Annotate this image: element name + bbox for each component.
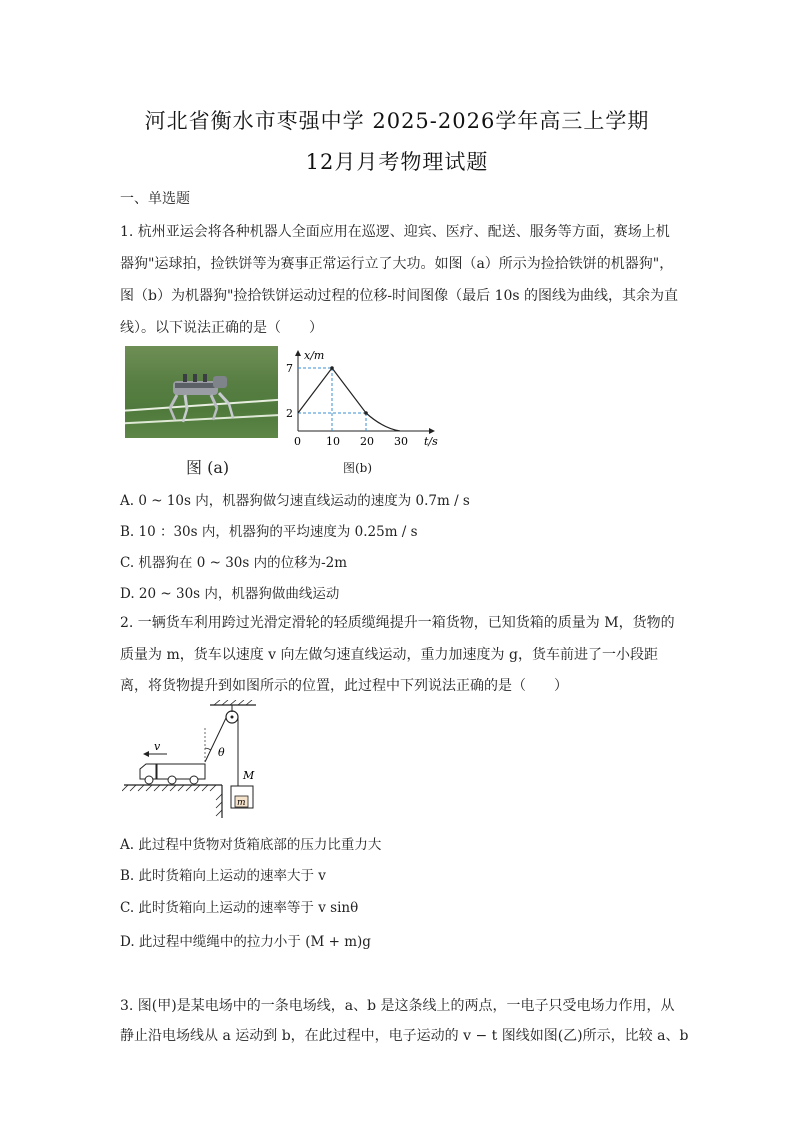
robot-dog-photo bbox=[125, 346, 278, 438]
q1-option-c: C. 机器狗在 0 ~ 30s 内的位移为-2m bbox=[120, 555, 348, 571]
q1-line-2: 器狗"运球拍，捡铁饼等为赛事正常运行立了大功。如图（a）所示为捡拾铁饼的机器狗"， bbox=[120, 256, 674, 272]
figure-b-caption: 图(b) bbox=[343, 461, 373, 475]
section-label: 一、单选题 bbox=[120, 191, 190, 207]
xt-point-0 bbox=[330, 366, 334, 370]
origin-label: 0 bbox=[294, 435, 301, 448]
x-axis-label: t/s bbox=[424, 435, 438, 448]
x-tick-10: 10 bbox=[326, 435, 340, 448]
q2-option-d: D. 此过程中缆绳中的拉力小于 (M + m)g bbox=[120, 934, 371, 950]
robot-dog-icon bbox=[125, 346, 278, 438]
mass-m-label: m bbox=[237, 798, 246, 808]
y-tick-2: 2 bbox=[286, 407, 293, 420]
truck-pulley-figure bbox=[122, 700, 272, 820]
q1-line-3: 图（b）为机器狗"捡拾铁饼运动过程的位移-时间图像（最后 10s 的图线为曲线，其余为直 bbox=[120, 288, 679, 304]
q1-option-a: A. 0 ~ 10s 内，机器狗做匀速直线运动的速度为 0.7m / s bbox=[120, 493, 470, 509]
y-axis-label: x/m bbox=[304, 349, 325, 362]
page-title-line2: 12月月考物理试题 bbox=[305, 150, 489, 174]
q2-line-1: 2. 一辆货车利用跨过光滑定滑轮的轻质缆绳提升一箱货物，已知货箱的质量为 M，货物的 bbox=[120, 615, 675, 631]
truck-icon bbox=[140, 764, 205, 784]
q1-line-4: 线）。以下说法正确的是（ ） bbox=[120, 320, 323, 336]
page-title-line1: 河北省衡水市枣强中学 2025-2026学年高三上学期 bbox=[144, 109, 650, 133]
y-tick-7: 7 bbox=[286, 362, 293, 375]
theta-label: θ bbox=[218, 746, 225, 759]
q1-xt-graph bbox=[284, 345, 454, 460]
x-tick-20: 20 bbox=[360, 435, 374, 448]
q2-option-b: B. 此时货箱向上运动的速率大于 v bbox=[120, 868, 326, 884]
figure-a-caption: 图 (a) bbox=[186, 458, 230, 477]
q2-option-c: C. 此时货箱向上运动的速率等于 v sinθ bbox=[120, 900, 359, 916]
q1-option-b: B. 10 ：30s 内，机器狗的平均速度为 0.25m / s bbox=[120, 524, 418, 540]
q1-option-d: D. 20 ~ 30s 内，机器狗做曲线运动 bbox=[120, 586, 340, 602]
x-tick-30: 30 bbox=[394, 435, 408, 448]
xt-point-1 bbox=[364, 411, 368, 415]
q2-line-3: 离，将货物提升到如图所示的位置，此过程中下列说法正确的是（ ） bbox=[120, 678, 568, 694]
q3-line-2: 静止沿电场线从 a 运动到 b，在此过程中，电子运动的 v − t 图线如图(乙)所示，比较 a、b bbox=[120, 1028, 689, 1044]
q2-option-a: A. 此过程中货物对货箱底部的压力比重力大 bbox=[120, 837, 382, 853]
q1-line-1: 1. 杭州亚运会将各种机器人全面应用在巡逻、迎宾、医疗、配送、服务等方面，赛场上机 bbox=[120, 224, 670, 240]
velocity-label: v bbox=[154, 740, 161, 753]
q3-line-1: 3. 图(甲)是某电场中的一条电场线，a、b 是这条线上的两点，一电子只受电场力作用，从 bbox=[120, 998, 675, 1014]
q2-line-2: 质量为 m，货车以速度 v 向左做匀速直线运动，重力加速度为 g，货车前进了一小段距 bbox=[120, 647, 658, 663]
mass-M-label: M bbox=[243, 769, 255, 782]
xt-series-line bbox=[298, 368, 400, 431]
